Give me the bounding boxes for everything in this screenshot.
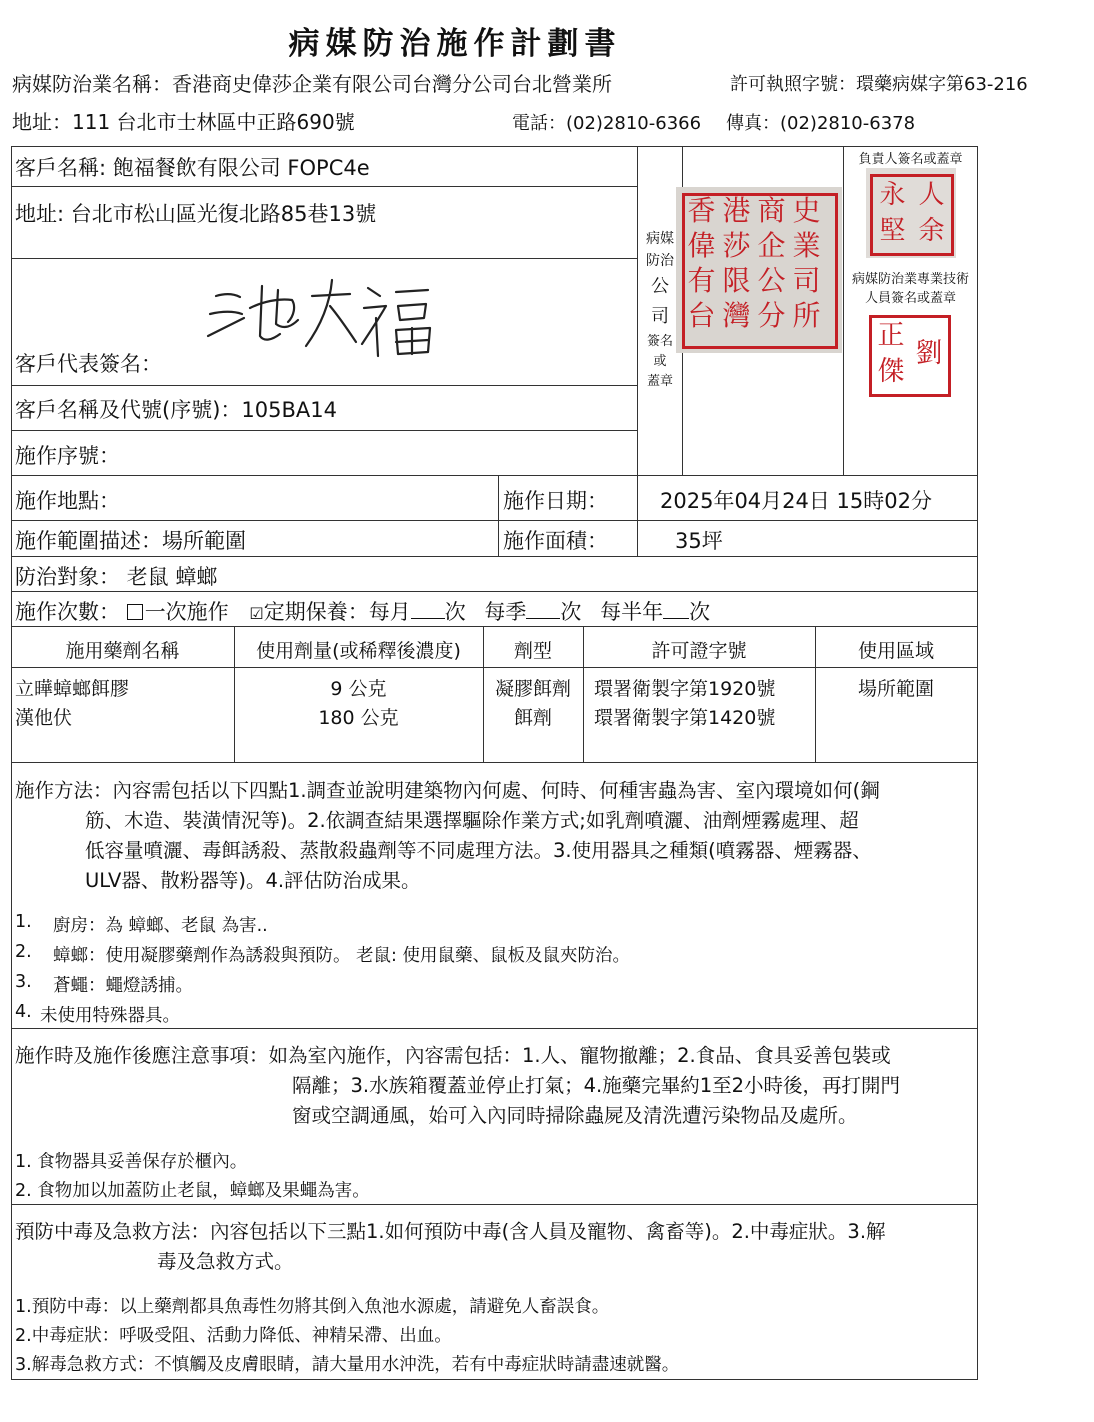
quarterly-blank[interactable] [526, 618, 560, 619]
responsible-seal: 永 人 堅 余 [866, 168, 956, 258]
col-area: 使用區域 [857, 640, 934, 662]
technician-label-2: 人員簽名或蓋章 [864, 291, 956, 306]
frequency-row: 施作次數： 一次施作 ☑定期保養：每月 次 每季 次 每半年 次 [15, 600, 711, 624]
company-seal [676, 187, 842, 353]
date-value: 2025年04月24日 15時02分 [660, 489, 933, 513]
customer-name: 客戶名稱: 飽福餐飲有限公司 FOPC4e [15, 156, 370, 180]
method-line-2: 筋、木造、裝潢情況等)。2.依調查結果選擇驅除作業方式;如乳劑噴灑、油劑煙霧處理、超 [85, 809, 859, 832]
poison-item-1: 1.預防中毒：以上藥劑都具魚毒性勿將其倒入魚池水源處，請避免人畜誤食。 [15, 1297, 610, 1317]
table-row-1-form: 凝膠餌劑 [494, 678, 571, 700]
method-item-3-text: 蒼蠅：蠅燈誘捕。 [53, 976, 193, 996]
col-dosage: 使用劑量(或稀釋後濃度) [256, 640, 461, 662]
table-row-1-dose: 9 公克 [330, 678, 387, 700]
table-row-2-dose: 180 公克 [318, 707, 399, 729]
monthly-blank[interactable] [411, 618, 445, 619]
half-year-blank[interactable] [663, 618, 689, 619]
method-line-3: 低容量噴灑、毒餌誘殺、蒸散殺蟲劑等不同處理方法。3.使用器具之種類(噴霧器、煙霧器、 [85, 839, 872, 862]
precaution-line-1: 施作時及施作後應注意事項：如為室內施作，內容需包括：1.人、寵物撤離；2.食品、食具妥善包裝或 [15, 1044, 891, 1067]
poison-line-2: 毒及急救方式。 [157, 1250, 294, 1273]
method-item-3: 3. [15, 972, 32, 992]
company-stamp-label: 病媒 防治 公 司 簽名 或 蓋章 [646, 231, 674, 389]
customer-rep-label: 客戶代表簽名： [15, 352, 162, 376]
customer-address: 地址: 台北市松山區光復北路85巷13號 [15, 202, 377, 226]
precaution-line-3: 窗或空調通風，始可入內同時掃除蟲屍及清洗遭污染物品及處所。 [292, 1104, 858, 1127]
company-phone: 電話：(02)2810-6366 [512, 113, 702, 134]
company-address: 地址：111 台北市士林區中正路690號 [12, 110, 355, 134]
table-row-2-name: 漢他伏 [15, 707, 73, 729]
method-item-1: 1. [15, 912, 32, 932]
table-row-1-area: 場所範圍 [857, 678, 934, 700]
area-label: 施作面積： [503, 529, 608, 553]
table-row-2-license: 環署衛製字第1420號 [594, 707, 776, 729]
method-item-2: 2. [15, 942, 32, 962]
company-name: 病媒防治業名稱：香港商史偉莎企業有限公司台灣分公司台北營業所 [12, 72, 612, 96]
company-seal-text: 香 港 商 史 偉 莎 企 業 有 限 公 司 台 灣 分 所 [687, 194, 821, 332]
poison-line-1: 預防中毒及急救方法：內容包括以下三點1.如何預防中毒(含人員及寵物、禽畜等)。2.中毒症狀。3.解 [15, 1220, 886, 1243]
area-value: 35坪 [675, 529, 723, 553]
poison-item-3: 3.解毒急救方式：不慎觸及皮膚眼睛，請大量用水沖洗，若有中毒症狀時請盡速就醫。 [15, 1355, 680, 1375]
customer-signature [200, 266, 440, 366]
responsible-label: 負責人簽名或蓋章 [858, 152, 963, 167]
col-formulation: 劑型 [513, 640, 552, 662]
table-row-1-name: 立曄蟑螂餌膠 [15, 678, 130, 700]
service-number-label: 施作序號： [15, 444, 120, 468]
regular-checkbox[interactable]: ☑ [249, 604, 264, 623]
method-item-4-text: 未使用特殊器具。 [40, 1006, 180, 1026]
poison-item-2: 2.中毒症狀：呼吸受阻、活動力降低、神精呆滯、出血。 [15, 1326, 452, 1346]
method-item-2-text: 蟑螂：使用凝膠藥劑作為誘殺與預防。 老鼠: 使用鼠藥、鼠板及鼠夾防治。 [53, 946, 631, 966]
date-label: 施作日期： [503, 489, 608, 513]
col-chemical-name: 施用藥劑名稱 [65, 640, 180, 662]
signature-graphic [200, 266, 440, 366]
technician-label-1: 病媒防治業專業技術 [851, 272, 969, 287]
customer-code: 客戶名稱及代號(序號)：105BA14 [15, 398, 337, 422]
once-checkbox[interactable] [127, 604, 143, 620]
location-label: 施作地點： [15, 489, 120, 513]
method-line-1: 施作方法：內容需包括以下四點1.調查並說明建築物內何處、何時、何種害蟲為害、室內環境如何(鋼 [15, 779, 880, 802]
precaution-item-1: 1. 食物器具妥善保存於櫃內。 [15, 1152, 248, 1172]
pest-targets: 防治對象： 老鼠 蟑螂 [15, 565, 218, 589]
page-title: 病媒防治施作計劃書 [288, 26, 622, 62]
precaution-line-2: 隔離；3.水族箱覆蓋並停止打氣；4.施藥完畢約1至2小時後，再打開門 [292, 1074, 901, 1097]
col-license: 許可證字號 [651, 640, 747, 662]
technician-seal: 正 劉 傑 [869, 315, 951, 395]
method-item-4: 4. [15, 1002, 32, 1022]
table-row-1-license: 環署衛製字第1920號 [594, 678, 776, 700]
table-row-2-form: 餌劑 [513, 707, 552, 729]
method-line-4: ULV器、散粉器等)。4.評估防治成果。 [85, 869, 421, 892]
license-number: 許可執照字號：環藥病媒字第63-216 [730, 74, 1028, 95]
company-fax: 傳真：(02)2810-6378 [726, 113, 916, 134]
scope-description: 施作範圍描述：場所範圍 [15, 529, 246, 553]
precaution-item-2: 2. 食物加以加蓋防止老鼠，蟑螂及果蠅為害。 [15, 1181, 370, 1201]
method-item-1-text: 廚房：為 蟑螂、老鼠 為害.. [53, 916, 268, 936]
